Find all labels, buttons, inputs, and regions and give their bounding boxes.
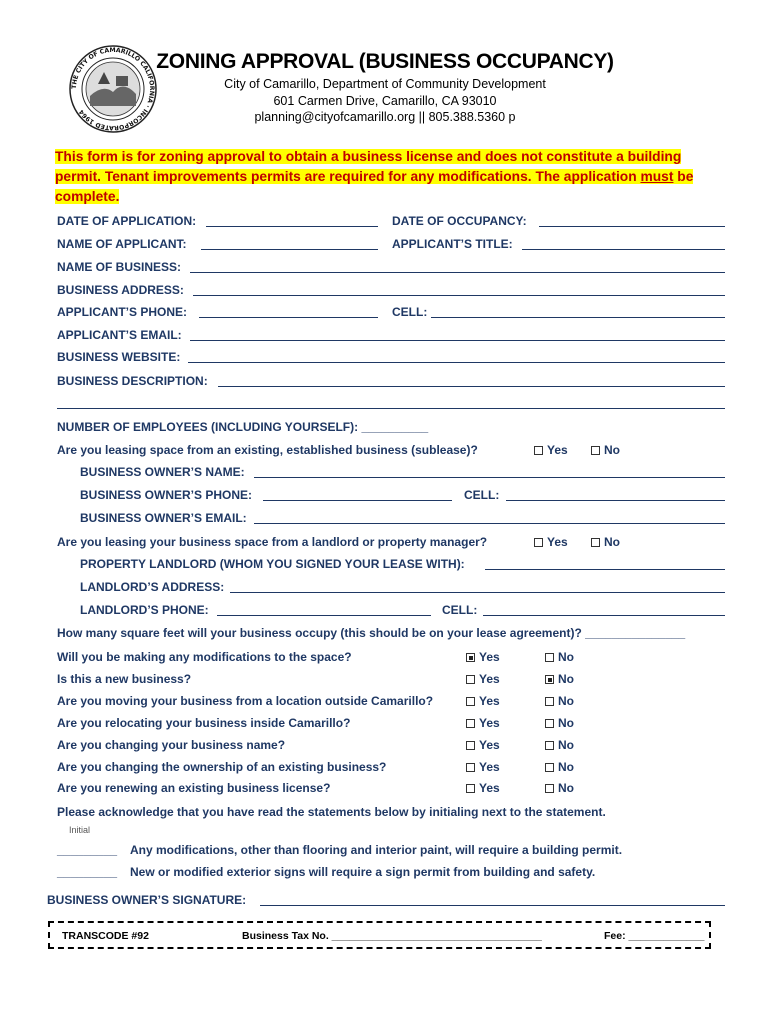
owner-phone-field[interactable] [263, 500, 452, 501]
applicant-email-label: APPLICANT’S EMAIL: [57, 328, 182, 342]
applicant-title-label: APPLICANT’S TITLE: [392, 237, 513, 251]
date-of-application-label: DATE OF APPLICATION: [57, 214, 197, 228]
landlord-cell-label: CELL: [442, 603, 478, 617]
applicant-phone-label: APPLICANT’S PHONE: [57, 305, 188, 319]
owner-email-label: BUSINESS OWNER’S EMAIL: [80, 511, 247, 525]
cell-label: CELL: [392, 305, 428, 319]
transcode-label: TRANSCODE #92 [62, 930, 149, 942]
landlord-no-checkbox[interactable] [591, 538, 600, 547]
question-no-option[interactable]: No [545, 672, 574, 686]
statement-sign-permit: New or modified exterior signs will require a sign permit from building and safety. [130, 865, 596, 879]
contact-line: planning@cityofcamarillo.org || 805.388.5360 p [254, 110, 516, 124]
question-yes-checkbox[interactable] [466, 784, 475, 793]
signature-field[interactable] [260, 905, 725, 906]
question-yes-option[interactable]: Yes [466, 781, 500, 795]
square-feet-question: How many square feet will your business occupy (this should be on your lease agreement)? _______________ [57, 626, 686, 640]
question-no-checkbox[interactable] [545, 784, 554, 793]
question-yes-option[interactable]: Yes [466, 694, 500, 708]
cell-field[interactable] [431, 317, 725, 318]
question-no-option[interactable]: No [545, 694, 574, 708]
date-of-occupancy-field[interactable] [539, 226, 725, 227]
question-yes-option[interactable]: Yes [466, 650, 500, 664]
question-yes-option[interactable]: Yes [466, 760, 500, 774]
question-no-checkbox[interactable] [545, 653, 554, 662]
question-yes-checkbox[interactable] [466, 697, 475, 706]
question-yes-checkbox[interactable] [466, 719, 475, 728]
sublease-no-option[interactable]: No [591, 443, 620, 457]
date-of-occupancy-label: DATE OF OCCUPANCY: [392, 214, 527, 228]
owner-name-field[interactable] [254, 477, 725, 478]
business-website-field[interactable] [188, 362, 725, 363]
question-label: Are you renewing an existing business license? [57, 781, 331, 795]
owner-email-field[interactable] [254, 523, 725, 524]
business-website-label: BUSINESS WEBSITE: [57, 350, 181, 364]
question-label: Are you changing your business name? [57, 738, 286, 752]
question-no-option[interactable]: No [545, 738, 574, 752]
initial-blank-2[interactable]: _________ [57, 865, 118, 879]
applicant-title-field[interactable] [522, 249, 725, 250]
initial-label: Initial [69, 825, 91, 835]
landlord-address-label: LANDLORD’S ADDRESS: [80, 580, 225, 594]
business-description-field[interactable] [218, 386, 725, 387]
property-landlord-label: PROPERTY LANDLORD (WHOM YOU SIGNED YOUR LEASE WITH): [80, 557, 465, 571]
svg-text:THE CITY OF CAMARILLO CALIFORN: THE CITY OF CAMARILLO CALIFORNIA · INCORPORATED 1964 [70, 46, 156, 132]
question-yes-option[interactable]: Yes [466, 672, 500, 686]
department-line: City of Camarillo, Department of Community Development [224, 77, 546, 91]
question-yes-checkbox[interactable] [466, 653, 475, 662]
question-no-checkbox[interactable] [545, 741, 554, 750]
fee-field[interactable]: Fee: _____________ [604, 930, 705, 942]
initial-blank-1[interactable]: _________ [57, 843, 118, 857]
business-description-label: BUSINESS DESCRIPTION: [57, 374, 208, 388]
question-no-option[interactable]: No [545, 760, 574, 774]
applicant-phone-field[interactable] [199, 317, 378, 318]
sublease-yes-option[interactable]: Yes [534, 443, 568, 457]
question-label: Are you relocating your business inside Camarillo? [57, 716, 351, 730]
address-line: 601 Carmen Drive, Camarillo, CA 93010 [273, 94, 497, 108]
landlord-cell-field[interactable] [483, 615, 725, 616]
statement-building-permit: Any modifications, other than flooring and interior paint, will require a building permit. [130, 843, 623, 857]
owner-cell-label: CELL: [464, 488, 500, 502]
business-tax-field[interactable]: Business Tax No. ____________________________________ [242, 930, 542, 942]
landlord-phone-label: LANDLORD’S PHONE: [80, 603, 209, 617]
owner-phone-label: BUSINESS OWNER’S PHONE: [80, 488, 253, 502]
question-yes-option[interactable]: Yes [466, 716, 500, 730]
landlord-question: Are you leasing your business space from a landlord or property manager? [57, 535, 488, 549]
applicant-email-field[interactable] [190, 340, 725, 341]
question-no-checkbox[interactable] [545, 763, 554, 772]
question-label: Are you changing the ownership of an existing business? [57, 760, 387, 774]
name-of-applicant-field[interactable] [201, 249, 378, 250]
landlord-phone-field[interactable] [217, 615, 431, 616]
sublease-no-checkbox[interactable] [591, 446, 600, 455]
question-label: Will you be making any modifications to the space? [57, 650, 352, 664]
question-no-checkbox[interactable] [545, 675, 554, 684]
landlord-yes-checkbox[interactable] [534, 538, 543, 547]
signature-label: BUSINESS OWNER’S SIGNATURE: [47, 893, 247, 907]
number-of-employees: NUMBER OF EMPLOYEES (INCLUDING YOURSELF): __________ [57, 420, 429, 434]
acknowledge-intro: Please acknowledge that you have read the statements below by initialing next to the statement. [57, 805, 606, 819]
question-yes-checkbox[interactable] [466, 763, 475, 772]
property-landlord-field[interactable] [485, 569, 725, 570]
page-title: ZONING APPROVAL (BUSINESS OCCUPANCY) [156, 50, 614, 73]
sublease-question: Are you leasing space from an existing, established business (sublease)? [57, 443, 478, 457]
owner-name-label: BUSINESS OWNER’S NAME: [80, 465, 245, 479]
name-of-applicant-label: NAME OF APPLICANT: [57, 237, 187, 251]
question-no-option[interactable]: No [545, 650, 574, 664]
question-yes-checkbox[interactable] [466, 741, 475, 750]
sublease-yes-checkbox[interactable] [534, 446, 543, 455]
question-label: Are you moving your business from a location outside Camarillo? [57, 694, 434, 708]
question-label: Is this a new business? [57, 672, 192, 686]
question-no-option[interactable]: No [545, 716, 574, 730]
name-of-business-label: NAME OF BUSINESS: [57, 260, 182, 274]
landlord-address-field[interactable] [230, 592, 725, 593]
question-no-checkbox[interactable] [545, 697, 554, 706]
notice-text: This form is for zoning approval to obtain a business license and does not constitute a building permit. Tenant improvements permits are required for any modifications. The application must be complete. [55, 149, 694, 204]
date-of-application-field[interactable] [206, 226, 378, 227]
business-description-field-2[interactable] [57, 408, 725, 409]
question-yes-checkbox[interactable] [466, 675, 475, 684]
question-no-checkbox[interactable] [545, 719, 554, 728]
landlord-no-option[interactable]: No [591, 535, 620, 549]
landlord-yes-option[interactable]: Yes [534, 535, 568, 549]
business-address-label: BUSINESS ADDRESS: [57, 283, 184, 297]
question-no-option[interactable]: No [545, 781, 574, 795]
question-yes-option[interactable]: Yes [466, 738, 500, 752]
owner-cell-field[interactable] [506, 500, 725, 501]
business-address-field[interactable] [193, 295, 725, 296]
name-of-business-field[interactable] [190, 272, 725, 273]
